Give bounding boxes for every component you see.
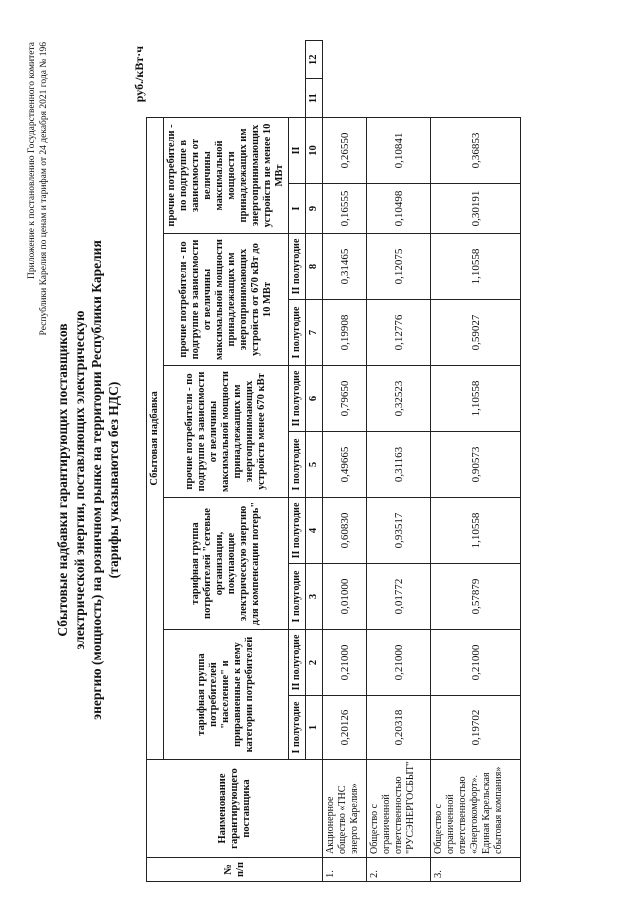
tariff-value: 1,10558 <box>431 498 521 564</box>
supplier-name: Общество с ограниченной ответственностью «Энергокомфорт». Единая Карельская сбытовая компания» <box>431 760 521 858</box>
tariff-value: 0,12075 <box>367 234 431 300</box>
tariff-value: 0,30191 <box>431 184 521 234</box>
tariff-value: 0,36853 <box>431 117 521 183</box>
column-number: 3 <box>306 564 323 630</box>
column-number: 4 <box>306 498 323 564</box>
tariff-value: 0,21000 <box>367 630 431 696</box>
tariff-value: 0,26550 <box>323 117 367 183</box>
tariff-value: 0,90573 <box>431 432 521 498</box>
header-half-2: II полугодие <box>289 234 306 300</box>
tariff-value: 0,10841 <box>367 117 431 183</box>
tariff-table <box>146 40 521 882</box>
title-line-2: электрической энергии, поставляющих электрическую <box>72 310 87 650</box>
tariff-value: 0,31465 <box>323 234 367 300</box>
header-group-population: тарифная группа потребителей "население" и приравненные к нему категории потребителей <box>164 630 289 760</box>
header-row-3 <box>289 41 306 882</box>
header-half-2-short: II <box>289 117 306 183</box>
table-row <box>323 41 367 882</box>
header-half-1: I полугодие <box>289 696 306 760</box>
header-markup: Сбытовая надбавка <box>147 117 164 759</box>
header-group-network: тарифная группа потребителей "сетевые организации, покупающие электрическую энергию для компенсации потерь" <box>164 498 289 630</box>
tariff-value: 0,21000 <box>323 630 367 696</box>
header-row-1 <box>147 41 164 882</box>
column-number: 2 <box>306 630 323 696</box>
row-number: 2. <box>367 858 431 882</box>
tariff-value: 0,32523 <box>367 366 431 432</box>
row-number: 1. <box>323 858 367 882</box>
tariff-value: 0,16555 <box>323 184 367 234</box>
column-number: 10 <box>306 117 323 183</box>
header-num: № п/п <box>147 858 323 882</box>
tariff-value: 0,01000 <box>323 564 367 630</box>
column-number-row <box>306 41 323 882</box>
landscape-sheet <box>20 30 620 890</box>
tariff-value: 0,20318 <box>367 696 431 760</box>
appendix-line-2: Республики Карелия по ценам и тарифам от 24 декабря 2021 года № 196 <box>39 42 49 336</box>
tariff-value: 1,10558 <box>431 366 521 432</box>
header-half-1: I полугодие <box>289 300 306 366</box>
tariff-value: 0,93517 <box>367 498 431 564</box>
column-number: 8 <box>306 234 323 300</box>
supplier-name: Акционерное общество «ТНС энерго Карелия» <box>323 760 367 858</box>
tariff-value: 0,79650 <box>323 366 367 432</box>
header-row-2 <box>164 41 289 882</box>
table-row <box>431 41 521 882</box>
column-number: 6 <box>306 366 323 432</box>
table-row <box>367 41 431 882</box>
tariff-value: 0,60830 <box>323 498 367 564</box>
tariff-value: 0,01772 <box>367 564 431 630</box>
tariff-value: 0,31163 <box>367 432 431 498</box>
appendix-note <box>26 42 50 562</box>
header-half-1: I полугодие <box>289 432 306 498</box>
header-half-2: II полугодие <box>289 366 306 432</box>
column-number: 11 <box>306 79 323 117</box>
supplier-name: Общество с ограниченной ответственностью "РУСЭНЕРГОСБЫТ" <box>367 760 431 858</box>
tariff-value: 0,19908 <box>323 300 367 366</box>
tariff-value: 0,12776 <box>367 300 431 366</box>
column-number: 7 <box>306 300 323 366</box>
tariff-value: 0,57879 <box>431 564 521 630</box>
header-group-670-10mw: прочие потребители - по подгруппе в зависимости от величины максимальной мощности принадлежащих им энергопринимающих устройств от 670 кВт до 10 МВт <box>164 234 289 366</box>
column-number: 1 <box>306 696 323 760</box>
tariff-value: 0,10498 <box>367 184 431 234</box>
tariff-value: 0,49665 <box>323 432 367 498</box>
title-line-4: (тарифы указываются без НДС) <box>106 381 121 579</box>
title-line-3: энергию (мощность) на розничном рынке на территории Республики Карелия <box>89 240 104 720</box>
column-number: 5 <box>306 432 323 498</box>
header-supplier: Наименование гарантирующего поставщика <box>147 760 323 858</box>
appendix-line-1: Приложение к постановлению Государственного комитета <box>27 42 37 279</box>
header-half-2: II полугодие <box>289 498 306 564</box>
tariff-value: 0,19702 <box>431 696 521 760</box>
header-half-1: I полугодие <box>289 564 306 630</box>
column-number: 12 <box>306 41 323 79</box>
column-number: 9 <box>306 184 323 234</box>
title-line-1: Сбытовые надбавки гарантирующих поставщиков <box>55 323 70 637</box>
tariff-value: 0,20126 <box>323 696 367 760</box>
header-group-over-10mw: прочие потребители - по подгруппе в зависимости от величины максимальной мощности принадлежащих им энергопринимающих устройств не менее 10 МВт <box>164 117 289 233</box>
header-half-1-short: I <box>289 184 306 234</box>
tariff-value: 1,10558 <box>431 234 521 300</box>
tariff-value: 0,21000 <box>431 630 521 696</box>
row-number: 3. <box>431 858 521 882</box>
unit-label: руб./кВт·ч <box>132 46 146 103</box>
document-title <box>54 130 122 830</box>
header-half-2: II полугодие <box>289 630 306 696</box>
header-group-under-670: прочие потребители - по подгруппе в зависимости от величины максимальной мощности принадлежащих им энергопринимающих устройств менее 670 кВт <box>164 366 289 498</box>
tariff-value: 0,59027 <box>431 300 521 366</box>
